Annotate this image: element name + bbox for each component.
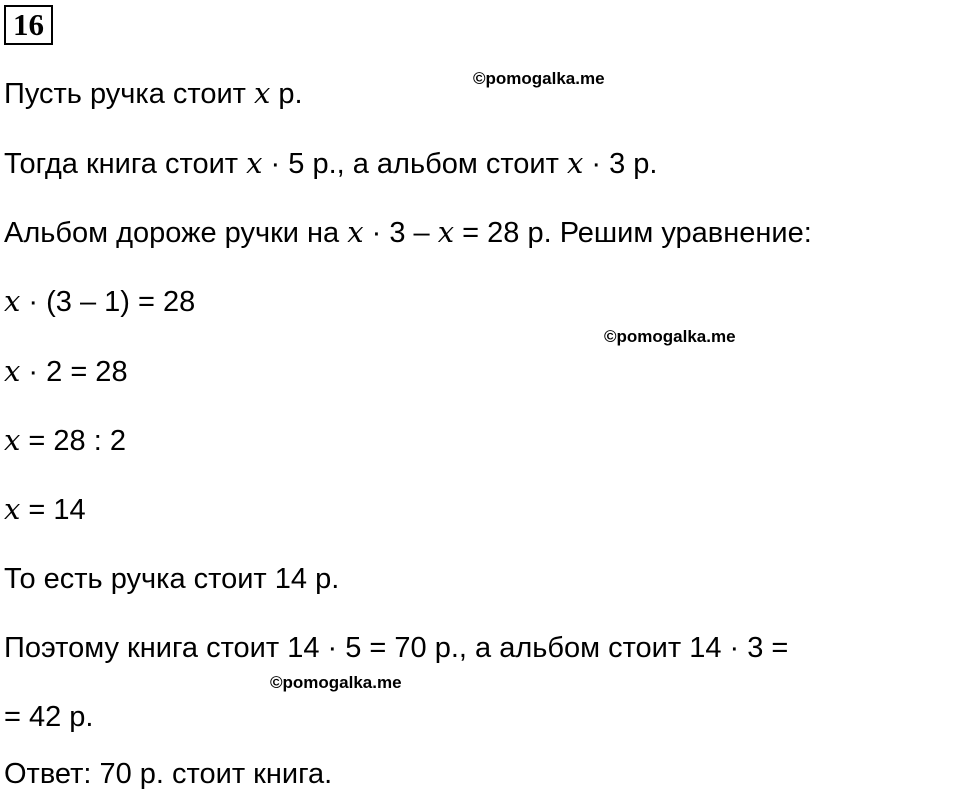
text: · 5 р., а альбом стоит bbox=[262, 148, 567, 180]
variable-x: 𝑥 bbox=[246, 146, 263, 180]
text: · 2 = 28 bbox=[20, 356, 128, 388]
solution-line-2 bbox=[4, 145, 657, 182]
variable-x: 𝑥 bbox=[254, 76, 271, 110]
text: Пусть ручка стоит bbox=[4, 78, 255, 110]
solution-line-8: То есть ручка стоит 14 р. bbox=[4, 563, 340, 595]
equation-line-4 bbox=[4, 491, 86, 528]
watermark: ©pomogalka.me bbox=[270, 673, 402, 692]
variable-x: 𝑥 bbox=[566, 146, 584, 180]
text: Альбом дороже ручки на bbox=[4, 217, 348, 249]
variable-x: 𝑥 bbox=[4, 354, 21, 388]
variable-x: 𝑥 bbox=[4, 423, 21, 457]
solution-line-9: Поэтому книга стоит 14 · 5 = 70 р., а альбом стоит 14 · 3 = bbox=[4, 632, 789, 664]
equation-line-2 bbox=[4, 353, 128, 390]
text: · (3 – 1) = 28 bbox=[20, 286, 196, 318]
problem-number: 16 bbox=[4, 5, 53, 45]
text: Тогда книга стоит bbox=[4, 148, 247, 180]
watermark: ©pomogalka.me bbox=[604, 327, 736, 346]
variable-x: 𝑥 bbox=[4, 492, 21, 526]
text: р. bbox=[270, 78, 303, 110]
watermark: ©pomogalka.me bbox=[473, 69, 605, 88]
text: = 28 : 2 bbox=[20, 425, 126, 457]
text: = 28 р. Решим уравнение: bbox=[454, 217, 812, 249]
variable-x: 𝑥 bbox=[347, 215, 364, 249]
text: = 14 bbox=[20, 494, 86, 526]
variable-x: 𝑥 bbox=[4, 284, 21, 318]
solution-line-3 bbox=[4, 214, 812, 251]
variable-x: 𝑥 bbox=[437, 215, 455, 249]
equation-line-1 bbox=[4, 283, 195, 320]
text: · 3 р. bbox=[583, 148, 658, 180]
solution-line-1 bbox=[4, 75, 303, 112]
answer-line: Ответ: 70 р. стоит книга. bbox=[4, 758, 333, 790]
solution-line-10: = 42 р. bbox=[4, 701, 94, 733]
text: · 3 – bbox=[363, 217, 438, 249]
equation-line-3 bbox=[4, 422, 126, 459]
